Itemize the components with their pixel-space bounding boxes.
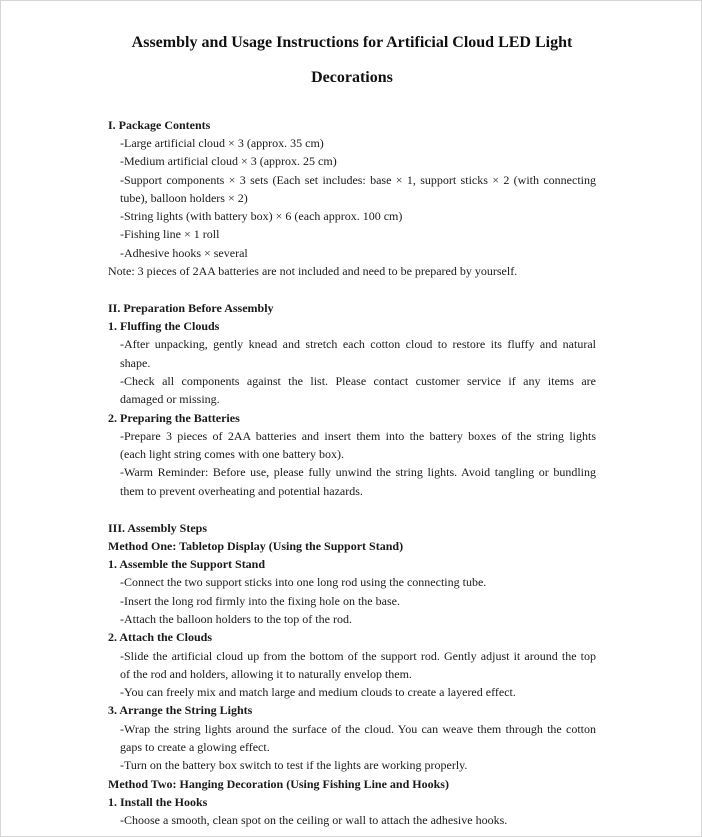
method-heading-hanging: Method Two: Hanging Decoration (Using Fishing Line and Hooks) [108, 777, 449, 791]
note-text: Note: 3 pieces of 2AA batteries are not included and need to be prepared by yourself. [108, 264, 518, 278]
list-item: -Support components × 3 sets (Each set includes: base × 1, support sticks × 2 (with connecting [120, 173, 596, 187]
subheading-fluffing: 1. Fluffing the Clouds [108, 319, 220, 333]
step-heading-support-stand: 1. Assemble the Support Stand [108, 557, 266, 571]
step-heading-install-hooks: 1. Install the Hooks [108, 795, 208, 809]
paragraph-line: of the rod and holders, allowing it to naturally envelop them. [120, 667, 412, 681]
list-item: -Large artificial cloud × 3 (approx. 35 cm) [120, 136, 324, 150]
paragraph-line: damaged or missing. [120, 392, 220, 406]
paragraph-line: -You can freely mix and match large and medium clouds to create a layered effect. [120, 685, 516, 699]
section-heading-assembly-steps: III. Assembly Steps [108, 521, 208, 535]
paragraph-line: -After unpacking, gently knead and stretch each cotton cloud to restore its fluffy and natural [120, 337, 596, 351]
section-heading-preparation: II. Preparation Before Assembly [108, 301, 274, 315]
list-item: -Medium artificial cloud × 3 (approx. 25 cm) [120, 154, 337, 168]
paragraph-line: (each light string comes with one battery box). [120, 447, 344, 461]
paragraph-line: shape. [120, 356, 151, 370]
method-heading-tabletop: Method One: Tabletop Display (Using the Support Stand) [108, 539, 404, 553]
paragraph-line: -Prepare 3 pieces of 2AA batteries and insert them into the battery boxes of the string lights [120, 429, 596, 443]
section-heading-package-contents: I. Package Contents [108, 118, 211, 132]
document-title-line-2: Decorations [311, 69, 393, 86]
document-title-line-1: Assembly and Usage Instructions for Artificial Cloud LED Light [131, 34, 573, 51]
subheading-batteries: 2. Preparing the Batteries [108, 411, 240, 425]
list-item: -String lights (with battery box) × 6 (each approx. 100 cm) [120, 209, 403, 223]
step-heading-string-lights: 3. Arrange the String Lights [108, 703, 253, 717]
list-item-continuation: tube), balloon holders × 2) [120, 191, 248, 205]
paragraph-line: -Choose a smooth, clean spot on the ceiling or wall to attach the adhesive hooks. [120, 813, 508, 827]
paragraph-line: -Insert the long rod firmly into the fixing hole on the base. [120, 594, 400, 608]
step-heading-attach-clouds: 2. Attach the Clouds [108, 630, 213, 644]
paragraph-line: -Warm Reminder: Before use, please fully unwind the string lights. Avoid tangling or bundling [120, 465, 596, 479]
paragraph-line: them to prevent overheating and potential hazards. [120, 484, 363, 498]
paragraph-line: -Check all components against the list. Please contact customer service if any items are [120, 374, 596, 388]
paragraph-line: -Turn on the battery box switch to test if the lights are working properly. [120, 758, 468, 772]
list-item: -Fishing line × 1 roll [120, 227, 220, 241]
paragraph-line: -Slide the artificial cloud up from the bottom of the support rod. Gently adjust it around the top [120, 649, 596, 663]
list-item: -Adhesive hooks × several [120, 246, 248, 260]
paragraph-line: -Connect the two support sticks into one long rod using the connecting tube. [120, 575, 487, 589]
paragraph-line: gaps to create a glowing effect. [120, 740, 270, 754]
paragraph-line: -Attach the balloon holders to the top of the rod. [120, 612, 352, 626]
paragraph-line: -Wrap the string lights around the surface of the cloud. You can weave them through the cotton [120, 722, 596, 736]
